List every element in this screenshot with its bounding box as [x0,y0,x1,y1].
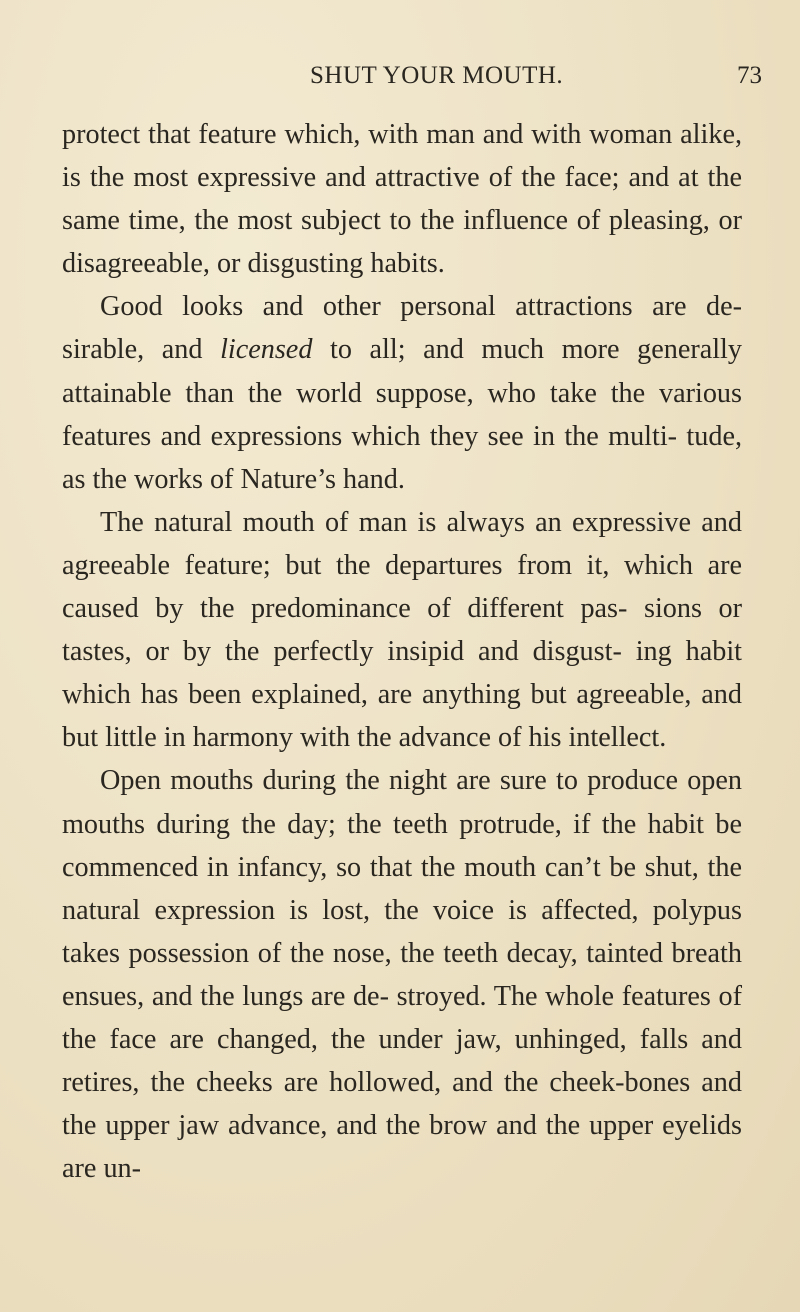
paragraph-text: to all; and much more generally attainable than the world suppose, who take the various features and expressions which they see in the multi- tude, as the works of Nature’s hand. [62,334,742,495]
paragraph-good-looks [62,285,742,500]
emphasized-word: licensed [220,334,313,366]
running-head [0,62,800,92]
running-title: SHUT YOUR MOUTH. [310,62,564,89]
page-number: 73 [737,62,762,89]
body-text [62,113,742,1190]
paragraph-text: Good looks and other personal attractions are de- sirable, and [62,291,742,366]
paragraph-natural-mouth: The natural mouth of man is always an expressive and agreeable feature; but the departures from it, which are caused by the predominance of different pas- sions or tastes, or by the perfectly insipid and disgust- ing habit which has been explained, are anything but agreeable, and but little in harmony with the advance of his intellect. [62,506,742,754]
paragraph-continuation: protect that feature which, with man and with woman alike, is the most expressive and attractive of the face; and at the same time, the most subject to the influence of pleasing, or disagreeable, or disgusting habits. [62,119,742,280]
paragraph-open-mouths: Open mouths during the night are sure to produce open mouths during the day; the teeth protrude, if the habit be commenced in infancy, so that the mouth can’t be shut, the natural expression is lost, the voice is affected, polypus takes possession of the nose, the teeth decay, tainted breath ensues, and the lungs are de- stroyed. The whole features of the face are changed, the under jaw, unhinged, falls and retires, the cheeks are hollowed, and the cheek-bones and the upper jaw advance, and the brow and the upper eyelids are un- [62,765,742,1185]
